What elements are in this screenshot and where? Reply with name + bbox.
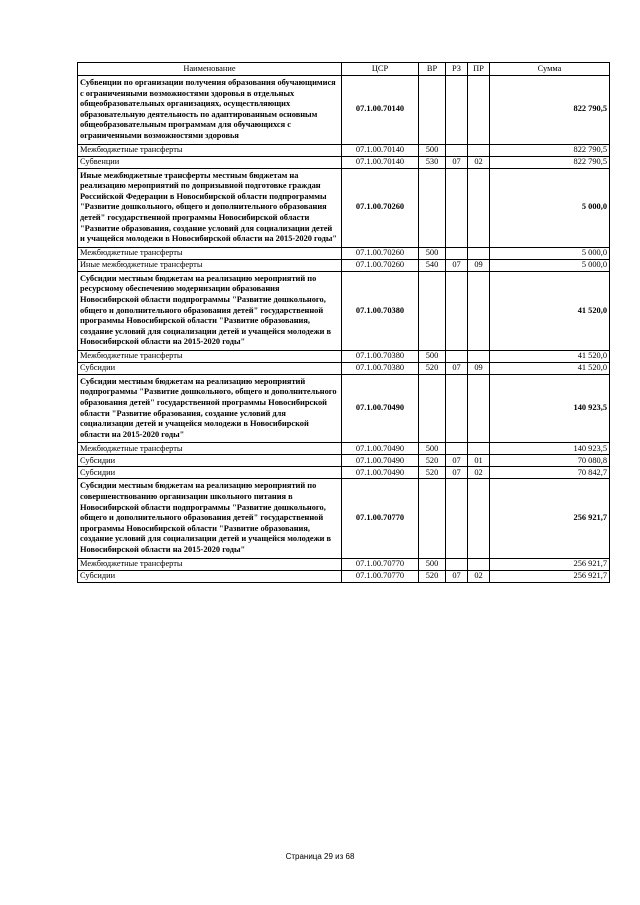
cell-rz	[446, 144, 468, 156]
cell-pr	[468, 558, 490, 570]
cell-name: Иные межбюджетные трансферты местным бюджетам на реализацию мероприятий по допризывной подготовке граждан Российской Федерации в Новосибирской области подпрограммы "Развитие дошкольного, общего и дополнительного образования детей" государственной программы Новосибирской области "Развитие образования, создание условий для социализации детей и учащейся молодежи в Новосибирской области на 2015-2020 годы"	[78, 168, 342, 247]
cell-name: Субсидии	[78, 467, 342, 479]
cell-pr: 02	[468, 570, 490, 582]
cell-vr: 500	[419, 558, 446, 570]
table-body	[78, 76, 610, 583]
cell-name: Субсидии местным бюджетам на реализацию мероприятий подпрограммы "Развитие дошкольного, общего и дополнительного образования детей" государственной программы Новосибирской области "Развитие образования, создание условий для социализации детей и учащейся молодежи в Новосибирской области на 2015-2020 годы"	[78, 374, 342, 443]
cell-rz: 07	[446, 455, 468, 467]
cell-vr: 520	[419, 467, 446, 479]
header-vr: ВР	[419, 63, 446, 76]
cell-csr: 07.1.00.70260	[342, 247, 419, 259]
cell-csr: 07.1.00.70490	[342, 467, 419, 479]
cell-name: Субсидии	[78, 362, 342, 374]
cell-sum: 41 520,0	[490, 350, 610, 362]
cell-csr: 07.1.00.70260	[342, 168, 419, 247]
cell-sum: 256 921,7	[490, 479, 610, 558]
table-row	[78, 558, 610, 570]
cell-vr	[419, 374, 446, 443]
budget-table	[77, 62, 610, 583]
cell-sum: 5 000,0	[490, 259, 610, 271]
table-row-program	[78, 271, 610, 350]
cell-pr	[468, 168, 490, 247]
cell-pr: 09	[468, 259, 490, 271]
table-row-program	[78, 374, 610, 443]
cell-csr: 07.1.00.70770	[342, 570, 419, 582]
table-row	[78, 144, 610, 156]
cell-pr	[468, 443, 490, 455]
cell-vr: 500	[419, 443, 446, 455]
cell-rz: 07	[446, 362, 468, 374]
cell-sum: 70 842,7	[490, 467, 610, 479]
cell-sum: 140 923,5	[490, 443, 610, 455]
cell-pr: 09	[468, 362, 490, 374]
cell-csr: 07.1.00.70380	[342, 362, 419, 374]
cell-csr: 07.1.00.70380	[342, 271, 419, 350]
cell-csr: 07.1.00.70770	[342, 558, 419, 570]
cell-rz: 07	[446, 570, 468, 582]
cell-vr	[419, 479, 446, 558]
table-row	[78, 467, 610, 479]
cell-rz	[446, 350, 468, 362]
cell-rz	[446, 271, 468, 350]
cell-rz: 07	[446, 467, 468, 479]
cell-vr: 500	[419, 350, 446, 362]
table-row	[78, 247, 610, 259]
table-row	[78, 362, 610, 374]
cell-vr: 540	[419, 259, 446, 271]
cell-name: Субсидии местным бюджетам на реализацию мероприятий по совершенствованию организации школьного питания в Новосибирской области подпрограммы "Развитие дошкольного, общего и дополнительного образования детей" государственной программы Новосибирской области "Развитие образования, создание условий для социализации детей и учащейся молодежи в Новосибирской области на 2015-2020 годы"	[78, 479, 342, 558]
cell-csr: 07.1.00.70380	[342, 350, 419, 362]
table-row	[78, 259, 610, 271]
header-csr: ЦСР	[342, 63, 419, 76]
header-rz: РЗ	[446, 63, 468, 76]
cell-sum: 256 921,7	[490, 570, 610, 582]
table-row	[78, 156, 610, 168]
cell-csr: 07.1.00.70140	[342, 144, 419, 156]
cell-name: Иные межбюджетные трансферты	[78, 259, 342, 271]
cell-pr	[468, 479, 490, 558]
cell-vr: 500	[419, 247, 446, 259]
table-header-row	[78, 63, 610, 76]
cell-vr	[419, 76, 446, 145]
cell-name: Субвенции по организации получения образования обучающимися с ограниченными возможностями здоровья в отдельных общеобразовательных организациях, осуществляющих образовательную деятельность по адаптированным основным общеобразовательным программам для обучающихся с ограниченными возможностями здоровья	[78, 76, 342, 145]
table-row-program	[78, 168, 610, 247]
cell-rz	[446, 558, 468, 570]
cell-sum: 70 080,8	[490, 455, 610, 467]
cell-name: Межбюджетные трансферты	[78, 144, 342, 156]
cell-sum: 822 790,5	[490, 156, 610, 168]
cell-name: Межбюджетные трансферты	[78, 558, 342, 570]
table-row	[78, 443, 610, 455]
cell-pr: 02	[468, 156, 490, 168]
cell-csr: 07.1.00.70490	[342, 443, 419, 455]
cell-vr	[419, 271, 446, 350]
cell-rz	[446, 479, 468, 558]
cell-pr	[468, 271, 490, 350]
cell-csr: 07.1.00.70490	[342, 455, 419, 467]
cell-sum: 822 790,5	[490, 144, 610, 156]
cell-name: Межбюджетные трансферты	[78, 247, 342, 259]
table-row	[78, 455, 610, 467]
cell-name: Субсидии	[78, 570, 342, 582]
header-sum: Сумма	[490, 63, 610, 76]
cell-csr: 07.1.00.70140	[342, 156, 419, 168]
cell-sum: 256 921,7	[490, 558, 610, 570]
cell-rz	[446, 168, 468, 247]
table-row-program	[78, 479, 610, 558]
cell-vr: 500	[419, 144, 446, 156]
cell-sum: 140 923,5	[490, 374, 610, 443]
cell-rz	[446, 374, 468, 443]
cell-vr: 520	[419, 455, 446, 467]
cell-rz	[446, 247, 468, 259]
cell-pr	[468, 350, 490, 362]
cell-pr	[468, 76, 490, 145]
cell-name: Межбюджетные трансферты	[78, 443, 342, 455]
cell-sum: 41 520,0	[490, 362, 610, 374]
cell-csr: 07.1.00.70490	[342, 374, 419, 443]
cell-csr: 07.1.00.70140	[342, 76, 419, 145]
cell-pr	[468, 247, 490, 259]
header-pr: ПР	[468, 63, 490, 76]
table-row	[78, 570, 610, 582]
cell-pr	[468, 144, 490, 156]
cell-pr	[468, 374, 490, 443]
cell-csr: 07.1.00.70770	[342, 479, 419, 558]
cell-sum: 822 790,5	[490, 76, 610, 145]
header-name: Наименование	[78, 63, 342, 76]
cell-rz	[446, 443, 468, 455]
cell-vr: 530	[419, 156, 446, 168]
cell-rz: 07	[446, 156, 468, 168]
cell-name: Субсидии местным бюджетам на реализацию мероприятий по ресурсному обеспечению модернизации образования Новосибирской области подпрограммы "Развитие дошкольного, общего и дополнительного образования детей" государственной программы Новосибирской области "Развитие образования, создание условий для социализации детей и учащейся молодежи в Новосибирской области на 2015-2020 годы"	[78, 271, 342, 350]
page-footer: Страница 29 из 68	[285, 852, 355, 861]
table-row-program	[78, 76, 610, 145]
cell-rz	[446, 76, 468, 145]
cell-sum: 5 000,0	[490, 168, 610, 247]
cell-pr: 02	[468, 467, 490, 479]
cell-pr: 01	[468, 455, 490, 467]
cell-name: Субвенции	[78, 156, 342, 168]
cell-name: Межбюджетные трансферты	[78, 350, 342, 362]
cell-csr: 07.1.00.70260	[342, 259, 419, 271]
cell-vr	[419, 168, 446, 247]
cell-rz: 07	[446, 259, 468, 271]
cell-name: Субсидии	[78, 455, 342, 467]
cell-sum: 41 520,0	[490, 271, 610, 350]
cell-vr: 520	[419, 570, 446, 582]
table-row	[78, 350, 610, 362]
cell-vr: 520	[419, 362, 446, 374]
cell-sum: 5 000,0	[490, 247, 610, 259]
